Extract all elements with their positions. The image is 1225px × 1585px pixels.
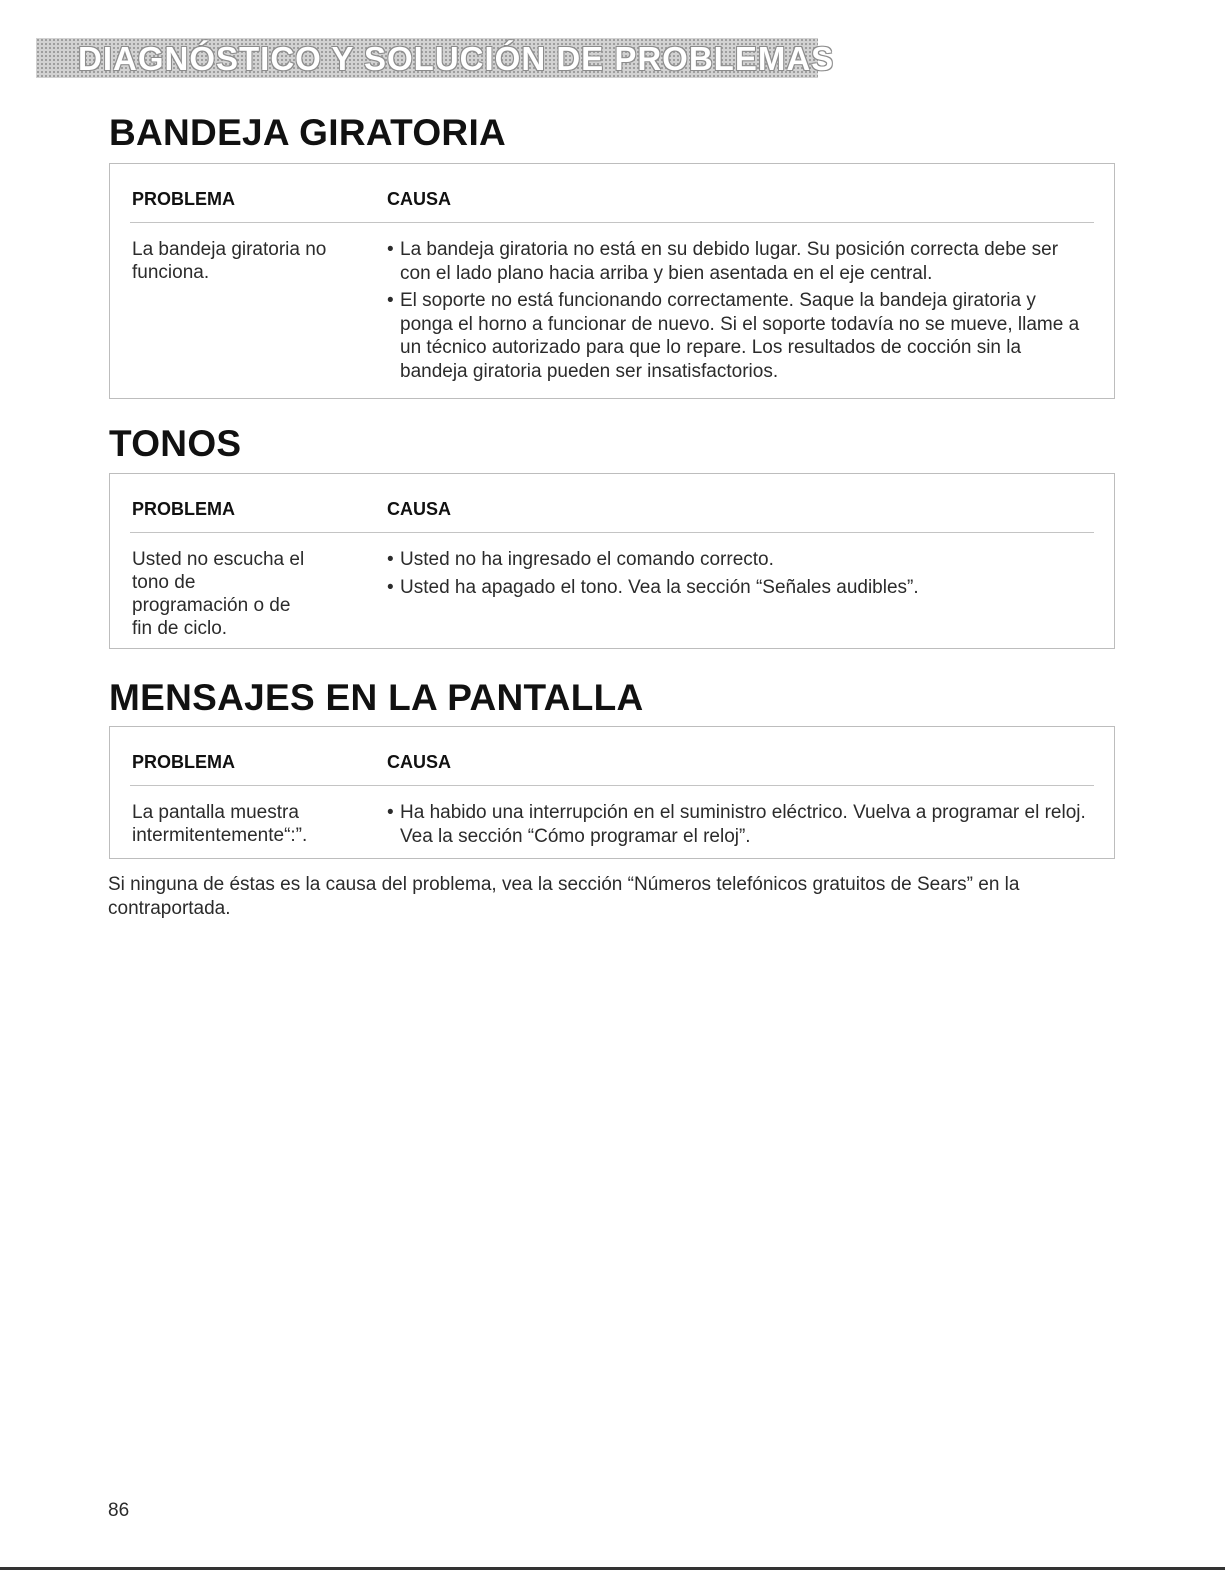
troubleshooting-table-tones xyxy=(109,473,1115,649)
bullet-icon: • xyxy=(387,290,394,311)
problem-header: PROBLEMA xyxy=(132,752,235,772)
cause-list xyxy=(387,548,1087,603)
troubleshooting-table-display xyxy=(109,726,1115,859)
cause-header: CAUSA xyxy=(387,189,452,209)
section-banner xyxy=(36,38,835,78)
cause-item: • El soporte no está funcionando correctamente. Saque la bandeja giratoria y ponga el horno a funcionar de nuevo. Si el soporte todavía no se mueve, llame a un técnico autorizado para que lo repare. Los resultados de cocción sin la bandeja giratoria pueden ser insatisfactorios. xyxy=(387,290,1080,382)
bullet-icon: • xyxy=(387,576,394,598)
section-title-display-messages: MENSAJES EN LA PANTALLA xyxy=(109,677,644,718)
troubleshooting-table-turntable xyxy=(109,163,1115,399)
problem-header: PROBLEMA xyxy=(132,189,235,209)
section-title-turntable: BANDEJA GIRATORIA xyxy=(109,112,507,153)
bullet-icon: • xyxy=(387,802,394,823)
header-divider xyxy=(130,222,1094,223)
header-divider xyxy=(130,532,1094,533)
problem-header: PROBLEMA xyxy=(132,499,235,519)
problem-text: Usted no escucha el tono de programación o de fin de ciclo. xyxy=(132,549,305,639)
header-divider xyxy=(130,785,1094,786)
banner-title: DIAGNÓSTICO Y SOLUCIÓN DE PROBLEMAS xyxy=(78,40,835,77)
section-title-tones: TONOS xyxy=(109,423,242,464)
bullet-icon: • xyxy=(387,239,394,260)
cause-item: • Ha habido una interrupción en el suministro eléctrico. Vuelva a programar el reloj. Vea la sección “Cómo programar el reloj”. xyxy=(387,802,1086,847)
page-bottom-rule xyxy=(0,1567,1225,1570)
bullet-icon: • xyxy=(387,549,394,570)
cause-item: • Usted no ha ingresado el comando correcto. xyxy=(387,549,774,570)
cause-item: • La bandeja giratoria no está en su debido lugar. Su posición correcta debe ser con el lado plano hacia arriba y bien asentada en el eje central. xyxy=(387,239,1059,284)
cause-item: • Usted ha apagado el tono. Vea la sección “Señales audibles”. xyxy=(387,576,919,598)
cause-list xyxy=(387,238,1087,387)
page-number: 86 xyxy=(108,1500,130,1521)
problem-text: La bandeja giratoria no funciona. xyxy=(132,239,327,283)
cause-header: CAUSA xyxy=(387,499,452,519)
problem-text: La pantalla muestra intermitentemente“:”. xyxy=(132,802,308,846)
cause-header: CAUSA xyxy=(387,752,452,772)
cause-list xyxy=(387,801,1087,852)
footer-note: Si ninguna de éstas es la causa del problema, vea la sección “Números telefónicos gratuitos de Sears” en la contraportada. xyxy=(108,874,1020,919)
